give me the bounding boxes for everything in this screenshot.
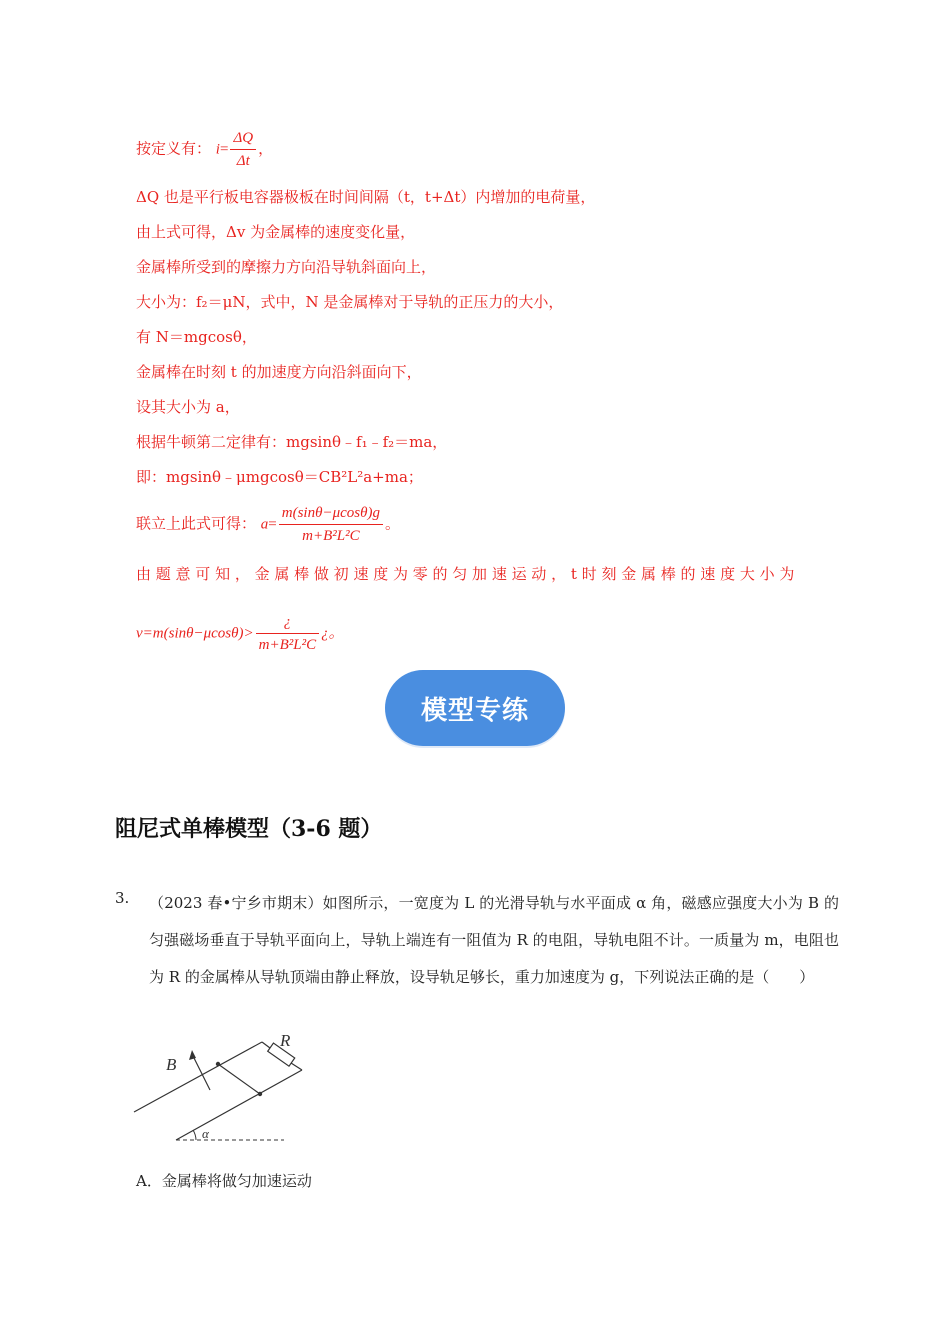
solution-text: 联立上此式可得：: [136, 514, 257, 533]
rod-joint-lower: [258, 1092, 262, 1096]
fraction-denominator: m+B²L²C: [302, 528, 360, 544]
b-field-arrowhead: [189, 1050, 196, 1060]
metal-rod: [218, 1064, 260, 1094]
model-practice-banner: [385, 670, 565, 746]
math-symbol: =: [219, 141, 229, 158]
solution-line-7: 金属棒在时刻 t 的加速度方向沿斜面向下，: [136, 363, 422, 381]
resistor-wire-lower: [291, 1063, 302, 1070]
fraction: [279, 503, 383, 546]
solution-line-11: [136, 503, 400, 546]
solution-line-12: 由 题 意 可 知 ， 金 属 棒 做 初 速 度 为 零 的 匀 加 速 运 动 ， t 时 刻 金 属 棒 的 速 度 大 小 为: [136, 565, 795, 583]
fraction-numerator: m(sinθ−μcosθ)g: [279, 503, 383, 525]
fraction-numerator: ΔQ: [230, 128, 256, 150]
label-alpha: α: [202, 1126, 209, 1141]
fraction: [230, 128, 256, 171]
fraction-numerator: ¿: [256, 612, 319, 634]
solution-line-5: 大小为：f₂＝μN，式中，N 是金属棒对于导轨的正压力的大小，: [136, 293, 564, 311]
angle-arc: [193, 1130, 196, 1140]
solution-text: 。: [384, 514, 400, 533]
label-b: B: [166, 1055, 177, 1074]
solution-line-9: 根据牛顿第二定律有：mgsinθ﹣f₁﹣f₂＝ma，: [136, 433, 448, 451]
math-expression: v=m(sinθ−μcosθ)>: [136, 625, 254, 642]
rod-joint-upper: [216, 1062, 220, 1066]
incline-rail-figure: [132, 1028, 332, 1148]
solution-line-6: 有 N＝mgcosθ，: [136, 328, 257, 346]
math-symbol: i: [215, 141, 220, 158]
resistor-wire-upper: [262, 1042, 270, 1048]
solution-text: 按定义有：: [136, 139, 212, 158]
solution-line-2: ΔQ 也是平行板电容器极板在时间间隔（t，t+Δt）内增加的电荷量，: [136, 188, 596, 206]
solution-text: ，: [258, 139, 274, 158]
math-symbol: a: [260, 516, 269, 533]
solution-line-1: [136, 128, 273, 171]
fraction-denominator: m+B²L²C: [258, 637, 317, 653]
label-r: R: [280, 1031, 291, 1050]
section-title: 阻尼式单棒模型（3-6 题）: [115, 816, 383, 842]
question-number: 3.: [115, 889, 130, 907]
solution-line-3: 由上式可得，Δv 为金属棒的速度变化量，: [136, 223, 416, 241]
banner-label: 模型专练: [420, 695, 529, 726]
lower-rail: [176, 1070, 302, 1140]
question-text: （2023 春•宁乡市期末）如图所示，一宽度为 L 的光滑导轨与水平面成 α 角，磁感应强度大小为 B 的匀强磁场垂直于导轨平面向上，导轨上端连有一阻值为 R 的电阻，导轨电阻不计。一质量为 m，电阻也为 R 的金属棒从导轨顶端由静止释放，设导轨足够长，重力加速度为 g，下列说法正确的是（ ）: [149, 894, 839, 986]
option-a[interactable]: A．金属棒将做匀加速运动: [136, 1172, 312, 1190]
solution-line-4: 金属棒所受到的摩擦力方向沿导轨斜面向上，: [136, 258, 437, 276]
solution-line-10: 即：mgsinθ﹣μmgcosθ＝CB²L²a+ma；: [136, 468, 423, 486]
math-symbol: =: [268, 516, 277, 533]
solution-text: ¿。: [321, 625, 344, 642]
fraction-denominator: Δt: [236, 153, 250, 169]
solution-line-8: 设其大小为 a，: [136, 398, 240, 416]
upper-rail: [134, 1042, 262, 1112]
fraction: [256, 612, 319, 655]
solution-line-13: [136, 612, 344, 655]
